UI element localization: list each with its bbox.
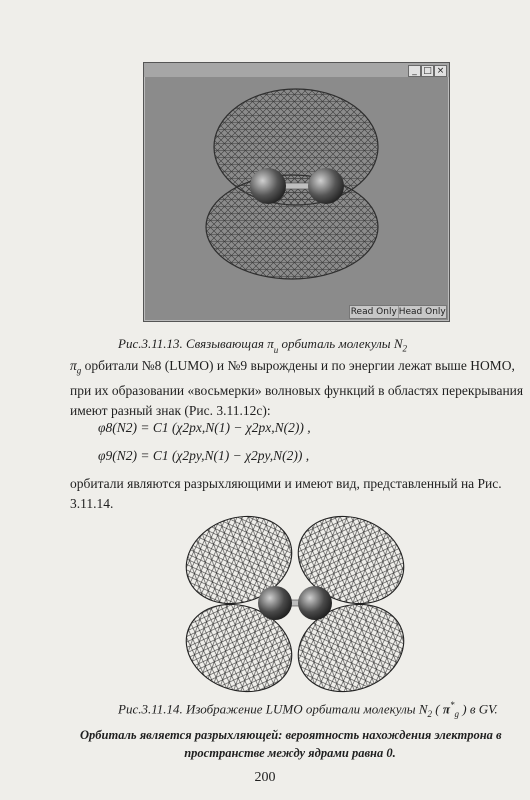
lower-lobe bbox=[206, 175, 378, 279]
close-icon: × bbox=[434, 65, 447, 77]
nitrogen-atom-2 bbox=[298, 586, 332, 620]
pi-u-orbital-render bbox=[144, 77, 447, 305]
status-head-only: Head Only bbox=[398, 307, 446, 317]
nitrogen-atom-1 bbox=[258, 586, 292, 620]
window-statusbar bbox=[349, 305, 447, 319]
figure-caption-2: Рис.3.11.14. Изображение LUMO орбитали молекулы $N_2$ ( $\pi^*_g$ ) в GV. bbox=[118, 700, 498, 719]
equation-phi9: φ9(N2) = C1 (χ2py,N(1) − χ2py,N(2)) , bbox=[98, 448, 310, 463]
nitrogen-atom-2 bbox=[308, 168, 344, 204]
minimize-icon: _ bbox=[408, 65, 421, 77]
page-number: 200 bbox=[254, 770, 276, 785]
figure-caption-1: Рис.3.11.13. Связывающая $\pi_u$ орбиталь молекулы $N_2$ bbox=[118, 336, 408, 355]
figure-3-11-13-window bbox=[143, 62, 450, 322]
nitrogen-atom-1 bbox=[250, 168, 286, 204]
figure-note: Орбиталь является разрыхляющей: вероятность нахождения электрона в пространстве между ядрами равна 0. bbox=[80, 728, 502, 760]
equation-phi8: φ8(N2) = C1 (χ2px,N(1) − χ2px,N(2)) , bbox=[98, 420, 311, 435]
window-titlebar bbox=[144, 63, 449, 77]
figure-3-11-14-lumo-orbital bbox=[175, 512, 415, 698]
maximize-icon: □ bbox=[421, 65, 434, 77]
body-paragraph-2: орбитали являются разрыхляющими и имеют вид, представленный на Рис. 3.11.14. bbox=[70, 476, 502, 511]
status-read-only: Read Only bbox=[350, 307, 397, 317]
body-paragraph-1: $\pi_g$ орбитали №8 (LUMO) и №9 вырождены и по энергии лежат выше HOMO, при их образовании «восьмерки» волновых функций в областях перекрывания имеют разный знак (Рис. 3.11.12c): bbox=[70, 358, 524, 418]
